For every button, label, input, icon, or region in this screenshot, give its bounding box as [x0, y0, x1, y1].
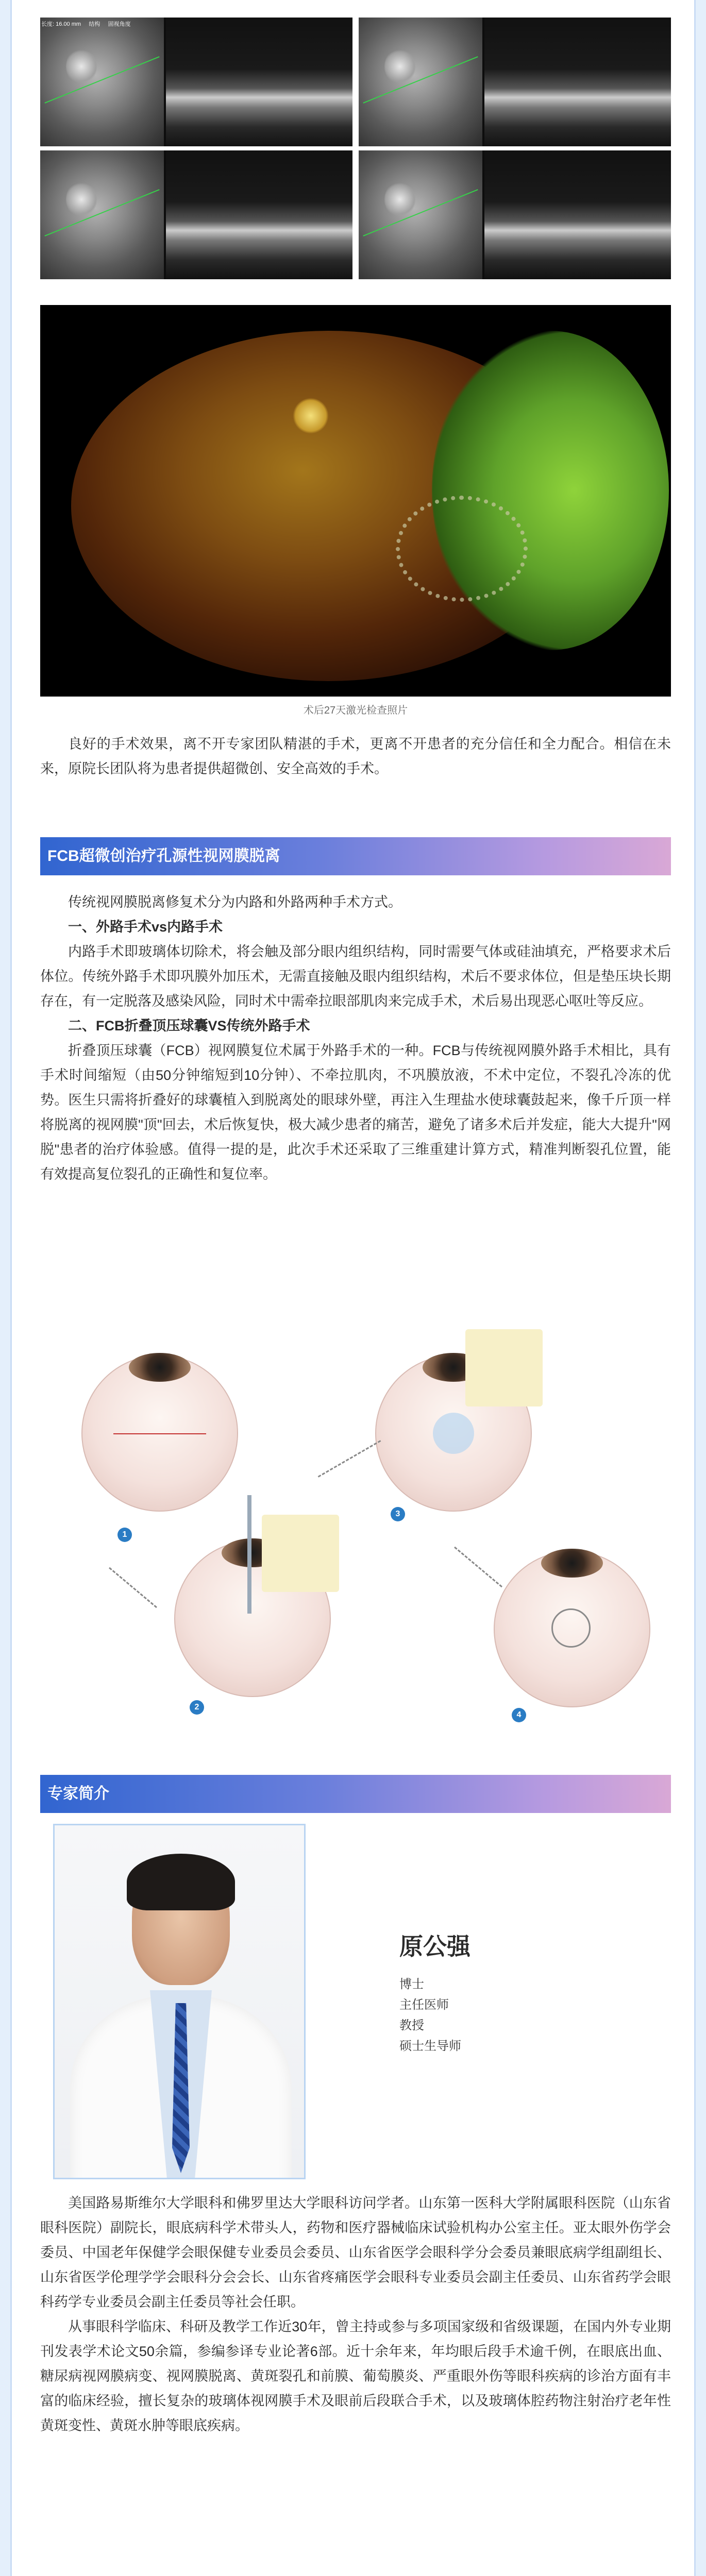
- balloon-inset: [262, 1515, 339, 1592]
- expert-title: 主任医师: [399, 1998, 449, 2012]
- expert-name: 原公强: [399, 1933, 470, 1960]
- figure-caption: 术后27天激光检查照片: [303, 705, 408, 716]
- step-number: 3: [391, 1507, 405, 1521]
- arrow: [454, 1547, 502, 1587]
- fcb-surgery-diagram: [40, 1319, 671, 1736]
- section-banner-expert: [40, 1775, 671, 1813]
- expert-title: 教授: [399, 2019, 424, 2032]
- section-banner-fcb: [40, 837, 671, 875]
- eye-illustration: [494, 1551, 650, 1707]
- balloon-inset: [465, 1329, 543, 1406]
- expert-photo: [53, 1824, 306, 2179]
- paragraph: 传统视网膜脱离修复术分为内路和外路两种手术方式。: [68, 894, 402, 910]
- oct-scan-image: [359, 18, 671, 146]
- step-number: 1: [117, 1528, 132, 1542]
- expert-bio: [40, 2191, 671, 2438]
- laser-fundus-photo: [40, 305, 671, 697]
- oct-scan-image: [359, 150, 671, 279]
- step-number: 4: [512, 1708, 526, 1722]
- article-card: [10, 0, 696, 2576]
- paragraph: 折叠顶压球囊（FCB）视网膜复位术属于外路手术的一种。FCB与传统视网膜外路手术相比，具有手术时间缩短（由50分钟缩短到10分钟）、不牵拉肌肉，不巩膜放液，不术中定位，不裂孔冷冻的优势。医生只需将折叠好的球囊植入到脱离处的眼球外壁，再注入生理盐水使球囊鼓起来，像千斤顶一样将脱离的视网膜"顶"回去，术后恢复快，极大减少患者的痛苦，避免了诸多术后并发症，能大大提升"网脱"患者的治疗体验感。值得一提的是，此次手术还采取了三维重建计算方式，精准判断裂孔位置，能有效提高复位裂孔的正确性和复位率。: [40, 1043, 671, 1182]
- oct-scan-image: [40, 18, 352, 146]
- eye-illustration: [81, 1355, 238, 1512]
- section-title: 专家简介: [47, 1785, 109, 1802]
- intro-paragraph: 良好的手术效果，离不开专家团队精湛的手术，更离不开患者的充分信任和全力配合。相信在未来，原院长团队将为患者提供超微创、安全高效的手术。: [40, 736, 671, 776]
- expert-title: 硕士生导师: [399, 2039, 461, 2053]
- bio-paragraph: 从事眼科学临床、科研及教学工作近30年，曾主持或参与多项国家级和省级课题，在国内外专业期刊发表学术论文50余篇，参编参译专业论著6部。近十余年来，年均眼后段手术逾千例，在眼底出血、糖尿病视网膜病变、视网膜脱离、黄斑裂孔和前膜、葡萄膜炎、严重眼外伤等眼科疾病的诊治方面有丰富的临床经验，擅长复杂的玻璃体视网膜手术及眼前后段联合手术，以及玻璃体腔药物注射治疗老年性黄斑变性、黄斑水肿等眼底疾病。: [40, 2319, 671, 2433]
- arrow: [109, 1567, 157, 1608]
- arrow: [318, 1440, 381, 1478]
- oct-scan-grid: [40, 18, 671, 279]
- step-number: 2: [190, 1700, 204, 1715]
- paragraph: 内路手术即玻璃体切除术，将会触及部分眼内组织结构，同时需要气体或硅油填充，严格要求术后体位。传统外路手术即巩膜外加压术，无需直接触及眼内组织结构，术后不要求体位，但是垫压块长期存在，有一定脱落及感染风险，同时术中需牵拉眼部肌肉来完成手术，术后易出现恶心呕吐等反应。: [40, 944, 671, 1009]
- expert-titles: [399, 1974, 461, 2057]
- expert-title: 博士: [399, 1977, 424, 1991]
- oct-scan-image: [40, 150, 352, 279]
- subheading: 一、外路手术vs内路手术: [68, 919, 223, 935]
- intro-section: [40, 732, 671, 781]
- bio-paragraph: 美国路易斯维尔大学眼科和佛罗里达大学眼科访问学者。山东第一医科大学附属眼科医院（山东省眼科医院）副院长，眼底病科学术带头人，药物和医疗器械临床试验机构办公室主任。亚太眼外伤学会委员、中国老年保健学会眼保健专业委员会委员、山东省医学会眼科学分会委员兼眼底病学组副组长、山东省医学伦理学学会眼科分会会长、山东省疼痛医学会眼科专业委员会副主任委员、山东省药学会眼科药学专业委员会副主任委员等社会任职。: [40, 2195, 671, 2310]
- oct-header: 长度: 16.00 mm 结构 固视角度: [41, 21, 131, 27]
- fcb-section-body: [40, 890, 671, 1187]
- subheading: 二、FCB折叠顶压球囊VS传统外路手术: [68, 1018, 310, 1033]
- section-title: FCB超微创治疗孔源性视网膜脱离: [47, 848, 280, 865]
